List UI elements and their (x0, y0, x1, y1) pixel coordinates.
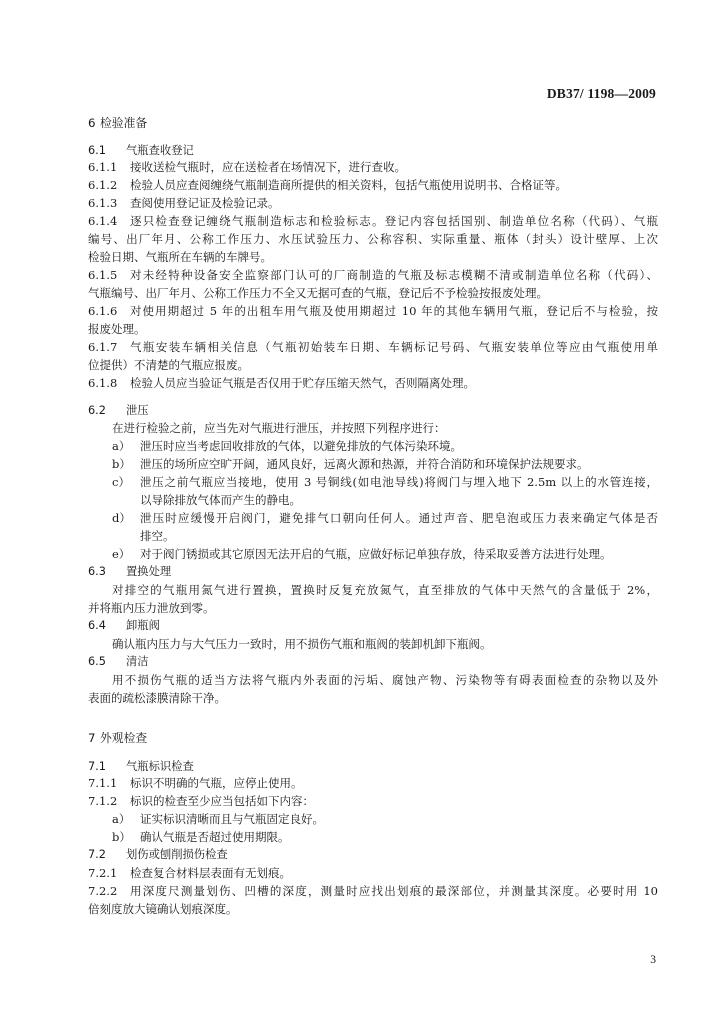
text-line (88, 196, 658, 210)
line-text: 对使用期超过 5 年的出租车用气瓶及使用期超过 10 年的其他车辆用气瓶，登记后不与检验，按 (130, 304, 658, 318)
line-text: 编号、出厂年月、公称工作压力、水压试验压力、公称容积、实际重量、瓶体（封头）设计壁厚、上次 (88, 232, 658, 246)
line-text: 用不损伤气瓶的适当方法将气瓶内外表面的污垢、腐蚀产物、污染物等有碍表面检查的杂物以及外 (112, 673, 658, 687)
text-line (112, 421, 658, 435)
clause-number: 6.1.8 (88, 376, 118, 390)
section-heading (88, 116, 658, 130)
line-text: 气瓶安装车辆相关信息（气瓶初始装车日期、车辆标记号码、气瓶安装单位等应由气瓶使用单 (130, 340, 658, 354)
text-line (88, 358, 658, 372)
line-text: 外观检查 (100, 731, 148, 745)
text-line (88, 286, 658, 300)
clause-number: 6.4 (88, 619, 106, 632)
clause-number: 6.1.2 (88, 178, 118, 192)
line-text: 泄压时应缓慢开启阀门，避免排气口朝向任何人。通过声音、肥皂泡或压力表来确定气体是否 (140, 511, 658, 525)
line-text: 气瓶编号、出厂年月、公称工作压力不全又无据可查的气瓶，登记后不予检验按报废处理。 (88, 286, 548, 300)
clause-number: 6.3 (88, 565, 106, 578)
text-line (112, 457, 658, 471)
text-line (112, 673, 658, 687)
text-line (112, 830, 658, 844)
line-text: 清洁 (126, 655, 149, 668)
text-line (88, 902, 658, 916)
section-heading (88, 731, 658, 745)
text-line (112, 439, 658, 453)
clause-number: c） (112, 475, 130, 489)
line-text: 查阅使用登记证及检验记录。 (130, 196, 280, 210)
clause-number: 7.2 (88, 848, 106, 861)
document-code: DB37/ 1198—2009 (546, 86, 656, 101)
line-text: 置换处理 (126, 565, 172, 578)
line-text: 位提供）不清楚的气瓶应报废。 (88, 358, 249, 372)
line-text: 泄压时应当考虑回收排放的气体，以避免排放的气体污染环境。 (140, 439, 462, 453)
line-text: 表面的疏松漆膜清除干净。 (88, 691, 226, 705)
clause-number: 7.1.1 (88, 776, 118, 790)
line-text: 对未经特种设备安全监察部门认可的厂商制造的气瓶及标志模糊不清或制造单位名称（代码）、 (130, 268, 658, 282)
clause-number: 7 (88, 731, 96, 745)
line-text: 用深度尺测量划伤、凹槽的深度，测量时应找出划痕的最深部位，并测量其深度。必要时用 10 (130, 884, 658, 898)
section-heading (88, 565, 658, 579)
line-text: 泄压的场所应空旷开阔，通风良好，远离火源和热源，并符合消防和环境保护法规要求。 (140, 457, 589, 471)
clause-number: 6.2 (88, 404, 106, 417)
text-line (88, 304, 658, 318)
text-line (88, 178, 658, 192)
text-line (88, 691, 658, 705)
clause-number: 6.1.1 (88, 160, 118, 174)
clause-number: 7.2.2 (88, 884, 118, 898)
text-line (140, 529, 658, 543)
clause-number: 6.1.4 (88, 214, 118, 228)
clause-number: d） (112, 511, 131, 525)
line-text: 对于阀门锈损或其它原因无法开启的气瓶，应做好标记单独存放，待采取妥善方法进行处理。 (140, 547, 612, 561)
line-text: 报废处理。 (88, 322, 146, 336)
section-heading (88, 848, 658, 862)
clause-number: 7.1 (88, 760, 106, 773)
text-line (88, 214, 658, 228)
section-heading (88, 760, 658, 774)
line-text: 气瓶标识检查 (126, 760, 194, 773)
clause-number: 6 (88, 116, 96, 130)
clause-number: 6.1.5 (88, 268, 118, 282)
text-line (112, 547, 658, 561)
section-heading (88, 144, 658, 158)
line-text: 泄压 (126, 404, 149, 417)
clause-number: 7.1.2 (88, 794, 118, 808)
text-line (112, 812, 658, 826)
clause-number: 7.2.1 (88, 866, 118, 880)
text-line (112, 511, 658, 525)
line-text: 检验准备 (100, 116, 148, 130)
line-text: 划伤或刨削损伤检查 (126, 848, 228, 861)
line-text: 气瓶查收登记 (126, 144, 194, 157)
line-text: 检验人员应当验证气瓶是否仅用于贮存压缩天然气，否则隔离处理。 (130, 376, 475, 390)
clause-number: 6.1.3 (88, 196, 118, 210)
line-text: 确认瓶内压力与大气压力一致时，用不损伤气瓶和瓶阀的装卸机卸下瓶阀。 (112, 637, 492, 651)
line-text: 对排空的气瓶用氮气进行置换，置换时反复充放氮气，直至排放的气体中天然气的含量低于 2%， (112, 583, 658, 597)
text-line (88, 268, 658, 282)
line-text: 证实标识清晰而且与气瓶固定良好。 (140, 812, 324, 826)
line-text: 检验日期、气瓶所在车辆的车牌号。 (88, 250, 272, 264)
line-text: 并将瓶内压力泄放到零。 (88, 601, 215, 615)
line-text: 排空。 (140, 529, 175, 543)
clause-number: b） (112, 830, 131, 844)
text-line (88, 376, 658, 390)
line-text: 卸瓶阀 (126, 619, 160, 632)
line-text: 逐只检查登记缠绕气瓶制造标志和检验标志。登记内容包括国别、制造单位名称（代码）、气瓶 (130, 214, 658, 228)
page-number: 3 (650, 954, 656, 966)
text-line (88, 160, 658, 174)
text-line (88, 884, 658, 898)
text-line (88, 250, 658, 264)
line-text: 接收送检气瓶时，应在送检者在场情况下，进行查收。 (130, 160, 406, 174)
text-line (88, 232, 658, 246)
clause-number: 6.1 (88, 144, 106, 157)
line-text: 确认气瓶是否超过使用期限。 (140, 830, 290, 844)
section-heading (88, 655, 658, 669)
line-text: 检验人员应查阅缠绕气瓶制造商所提供的相关资料，包括气瓶使用说明书、合格证等。 (130, 178, 567, 192)
clause-number: a） (112, 439, 131, 453)
line-text: 在进行检验之前，应当先对气瓶进行泄压，并按照下列程序进行： (112, 421, 446, 435)
line-text: 检查复合材料层表面有无划痕。 (130, 866, 291, 880)
clause-number: 6.1.6 (88, 304, 118, 318)
line-text: 标识不明确的气瓶，应停止使用。 (130, 776, 303, 790)
clause-number: 6.5 (88, 655, 106, 668)
text-line (140, 493, 658, 507)
text-line (88, 322, 658, 336)
section-heading (88, 619, 658, 633)
line-text: 标识的检查至少应当包括如下内容： (130, 794, 314, 808)
text-line (112, 475, 658, 489)
text-line (88, 601, 658, 615)
clause-number: b） (112, 457, 131, 471)
text-line (88, 340, 658, 354)
line-text: 倍刻度放大镜确认划痕深度。 (88, 902, 238, 916)
section-heading (88, 404, 658, 418)
text-line (88, 794, 658, 808)
clause-number: e） (112, 547, 131, 561)
text-line (112, 583, 658, 597)
clause-number: a） (112, 812, 131, 826)
text-line (88, 866, 658, 880)
text-line (88, 776, 658, 790)
line-text: 以导除排放气体而产生的静电。 (140, 493, 301, 507)
clause-number: 6.1.7 (88, 340, 118, 354)
text-line (112, 637, 658, 651)
line-text: 泄压之前气瓶应当接地，使用 3 号铜线(如电池导线)将阀门与埋入地下 2.5m 以上的水管连接， (140, 475, 658, 489)
